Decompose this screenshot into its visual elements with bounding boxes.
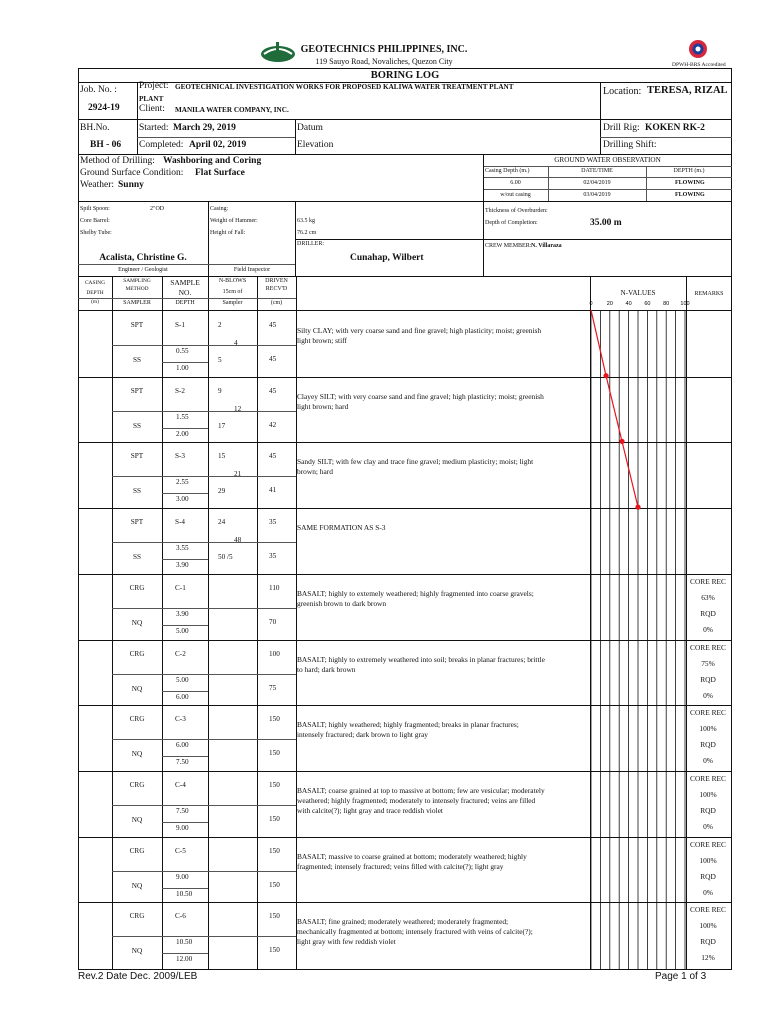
- form-title: BORING LOG: [370, 70, 440, 81]
- remark-line: 0%: [703, 756, 713, 766]
- soil-description: BASALT; highly weathered; highly fragmented; breaks in planar fractures; intensely fractured; dark brown to light gray: [297, 720, 519, 740]
- remark-line: RQD: [700, 674, 716, 684]
- soil-description: SAME FORMATION AS S-3: [297, 523, 386, 533]
- gw-date-2: 03/04/2019: [583, 192, 611, 198]
- recovery-top: 150: [269, 780, 280, 789]
- sample-depth-top: 9.00: [176, 872, 189, 881]
- blow-count-2: 12: [234, 404, 242, 413]
- remark-line: RQD: [700, 740, 716, 750]
- page-number: Page 1 of 3: [655, 971, 707, 982]
- blow-count-3: 17: [218, 421, 226, 430]
- col-unit: (m): [91, 299, 99, 305]
- col-driven: DRIVEN: [265, 278, 288, 284]
- sampling-method-bottom: NQ: [131, 750, 143, 759]
- sample-depth-top: 6.00: [176, 741, 189, 750]
- n-tick-label: 60: [644, 301, 651, 307]
- sample-no: S-3: [175, 452, 185, 461]
- company-address: 119 Sauyo Road, Novaliches, Quezon City: [315, 57, 453, 66]
- remark-line: CORE REC: [690, 839, 726, 849]
- sample-depth-top: 2.55: [176, 478, 189, 487]
- n-value-series-line: [591, 310, 638, 507]
- sampling-method-bottom: NQ: [131, 618, 143, 627]
- company-name: GEOTECHNICS PHILIPPINES, INC.: [300, 44, 468, 55]
- col-nblows: N-BLOWS: [218, 278, 247, 284]
- revision-footer: Rev.2 Date Dec. 2009/LEB: [78, 971, 198, 982]
- blow-count-2: 48: [234, 536, 242, 545]
- soil-description: BASALT; coarse grained at top to massive at bottom; few are vesicular; moderately weathered; highly fragmented; moderately to intensely fractured; veins are filled with calcite(?); light gray and trace reddish violet: [297, 785, 545, 815]
- gw-casing-1: 6.00: [510, 180, 521, 186]
- soil-description: BASALT; massive to coarse grained at bottom; moderately weathered; highly fragmented; intensely fractured; veins filled with calcite(?); light gray: [297, 851, 527, 871]
- blow-count-2: 4: [234, 339, 238, 347]
- remark-line: 75%: [701, 658, 715, 668]
- recovery-bottom: 150: [269, 749, 280, 758]
- recovery-top: 45: [269, 452, 277, 461]
- recovery-top: 35: [269, 518, 277, 527]
- engineer-name: Acalista, Christine G.: [99, 253, 187, 263]
- method-label: Method of Drilling:: [80, 156, 155, 166]
- method-value: Washboring and Coring: [163, 156, 262, 166]
- sample-no: C-1: [175, 583, 186, 592]
- sample-depth-bottom: 7.50: [176, 758, 189, 767]
- recovery-bottom: 75: [269, 683, 277, 692]
- sampling-method-top: SPT: [130, 452, 144, 461]
- datum-label: Datum: [297, 123, 323, 133]
- sample-depth-bottom: 9.00: [176, 823, 189, 832]
- col-sampler: SAMPLER: [123, 300, 151, 306]
- remark-line: CORE REC: [690, 576, 726, 586]
- elevation-label: Elevation: [297, 140, 334, 150]
- project-label: Project:: [139, 81, 169, 91]
- sample-depth-top: 3.55: [176, 544, 189, 553]
- col-no: NO.: [178, 288, 192, 297]
- col-sample: SAMPLE: [170, 278, 200, 287]
- core-barrel-label: Core Barrel:: [80, 218, 110, 224]
- completion-label: Depth of Completion:: [485, 220, 538, 226]
- remark-line: RQD: [700, 805, 716, 815]
- remark-line: 12%: [701, 953, 715, 963]
- gw-depth-2: FLOWING: [675, 192, 705, 198]
- sample-no: C-4: [175, 780, 186, 789]
- bh-value: BH - 06: [90, 140, 122, 150]
- blow-count-1: 2: [218, 321, 222, 329]
- soil-description: Sandy SILT; with few clay and trace fine gravel; medium plasticity; moist; light brown; hard: [297, 457, 534, 477]
- sample-depth-top: 5.00: [176, 675, 189, 684]
- recovery-top: 45: [269, 321, 277, 329]
- remark-line: CORE REC: [690, 708, 726, 718]
- gw-col-depth: DEPTH (m.): [673, 168, 705, 174]
- recovery-bottom: 150: [269, 880, 280, 889]
- sampling-method-bottom: NQ: [131, 947, 143, 956]
- sample-no: C-6: [175, 912, 186, 921]
- col-nvalues: N-VALUES: [620, 289, 656, 297]
- sampling-method-top: CRG: [129, 649, 145, 658]
- split-spoon-value: 2"OD: [150, 206, 165, 212]
- weather-label: Weather:: [80, 180, 115, 190]
- remark-line: RQD: [700, 608, 716, 618]
- gw-casing-2: w/out casing: [500, 192, 531, 198]
- remark-line: 0%: [703, 821, 713, 831]
- col-casing: CASING: [84, 280, 106, 286]
- blow-count-3: 50 /5: [218, 553, 233, 562]
- recovery-bottom: 35: [269, 552, 277, 561]
- col-remarks: REMARKS: [694, 291, 724, 297]
- driller-label: DRILLER:: [297, 241, 324, 247]
- n-tick-label: 0: [589, 301, 593, 307]
- gw-col-date: DATE/TIME: [581, 168, 613, 174]
- remark-line: 100%: [699, 789, 717, 799]
- sampling-method-bottom: NQ: [131, 881, 143, 890]
- recovery-bottom: 42: [269, 420, 277, 429]
- recovery-bottom: 150: [269, 814, 280, 823]
- gw-date-1: 02/04/2019: [583, 180, 611, 186]
- job-no-label: Job. No. :: [80, 85, 117, 95]
- sample-no: S-1: [175, 321, 185, 329]
- recovery-top: 45: [269, 386, 277, 395]
- remark-line: RQD: [700, 937, 716, 947]
- col-sampling: SAMPLING: [123, 278, 151, 284]
- remark-line: 0%: [703, 690, 713, 700]
- recovery-bottom: 45: [269, 355, 277, 363]
- recovery-top: 110: [269, 583, 280, 592]
- project-value-cont: PLANT: [139, 95, 164, 103]
- sample-depth-bottom: 1.00: [176, 364, 189, 372]
- location-value: TERESA, RIZAL: [647, 85, 728, 96]
- recovery-top: 150: [269, 912, 280, 921]
- sample-depth-bottom: 12.00: [176, 955, 193, 964]
- client-value: MANILA WATER COMPANY, INC.: [175, 106, 289, 114]
- fall-label: Height of Fall:: [210, 230, 246, 236]
- remark-line: 0%: [703, 887, 713, 897]
- shelby-label: Shelby Tube:: [80, 230, 112, 236]
- n-value-point: [603, 373, 608, 378]
- sample-depth-bottom: 5.00: [176, 626, 189, 635]
- sampling-method-top: CRG: [129, 780, 145, 789]
- fall-value: 76.2 cm: [297, 230, 317, 236]
- gw-col-casing: Casing Depth (m.): [485, 168, 530, 174]
- col-sample-depth: DEPTH: [175, 300, 195, 306]
- drill-rig-value: KOKEN RK-2: [645, 123, 705, 133]
- sample-depth-bottom: 10.50: [176, 889, 193, 898]
- drill-rig-label: Drill Rig:: [603, 123, 640, 133]
- split-spoon-label: Spilt Spoon:: [80, 206, 110, 212]
- sampling-method-top: SPT: [130, 321, 144, 329]
- sample-depth-top: 1.55: [176, 412, 189, 421]
- client-label: Client:: [139, 104, 165, 114]
- soil-description: BASALT; highly to extemely weathered; highly fragmented into coarse gravels; greenish brown to dark brown: [297, 588, 534, 608]
- sample-depth-bottom: 3.90: [176, 561, 189, 570]
- soil-description: Silty CLAY; with very coarse sand and fine gravel; high plasticity; moist; greenish light brown; stiff: [297, 326, 542, 345]
- project-value: GEOTECHNICAL INVESTIGATION WORKS FOR PROPOSED KALIWA WATER TREATMENT PLANT: [175, 84, 514, 91]
- weather-value: Sunny: [118, 180, 144, 190]
- crew-value: N. Villaraza: [531, 243, 562, 249]
- remark-line: CORE REC: [690, 773, 726, 783]
- started-value: March 29, 2019: [173, 123, 236, 133]
- surface-value: Flat Surface: [195, 168, 245, 178]
- sample-no: C-2: [175, 649, 186, 658]
- sampling-method-bottom: SS: [133, 421, 141, 430]
- overburden-label: Thickness of Overburden:: [485, 208, 548, 214]
- remark-line: 100%: [699, 855, 717, 865]
- blow-count-1: 24: [218, 518, 226, 527]
- col-sampler-blows: Sampler: [222, 300, 243, 306]
- sampling-method-top: SPT: [130, 518, 144, 527]
- n-value-point: [619, 439, 624, 444]
- sampling-method-top: CRG: [129, 846, 145, 855]
- sampling-method-top: SPT: [130, 386, 144, 395]
- sample-depth-bottom: 3.00: [176, 495, 189, 504]
- sampling-method-bottom: SS: [133, 553, 141, 562]
- remark-line: CORE REC: [690, 905, 726, 915]
- crew-label: CREW MEMBER:: [485, 243, 532, 249]
- completion-value: 35.00 m: [590, 218, 622, 228]
- remark-line: 100%: [699, 724, 717, 734]
- bh-label: BH.No.: [80, 123, 110, 133]
- hammer-label: Weight of Hammer:: [210, 218, 258, 224]
- started-label: Started:: [139, 123, 169, 133]
- engineer-role: Engineer / Geologist: [118, 267, 168, 273]
- soil-description: BASALT; fine grained; moderately weathered; moderately fragmented; mechanically fragmented at bottom; intensely fractured with veins of calcite(?); light gray with few reddish violet: [297, 917, 533, 947]
- col-cm: (cm): [270, 300, 283, 306]
- col-recvd: RECV'D: [265, 286, 288, 292]
- sampling-method-top: CRG: [129, 912, 145, 921]
- remark-line: 0%: [703, 624, 713, 634]
- hammer-value: 63.5 kg: [297, 218, 315, 224]
- col-15cm: 15cm of: [222, 289, 243, 295]
- sample-depth-bottom: 2.00: [176, 429, 189, 438]
- remark-line: RQD: [700, 871, 716, 881]
- sample-depth-top: 0.55: [176, 347, 189, 355]
- sampling-method-bottom: NQ: [131, 815, 143, 824]
- recovery-top: 150: [269, 846, 280, 855]
- remark-line: 100%: [699, 921, 717, 931]
- n-tick-label: 80: [663, 301, 670, 307]
- job-no-value: 2924-19: [88, 103, 120, 113]
- sample-depth-top: 10.50: [176, 938, 193, 947]
- remark-line: CORE REC: [690, 642, 726, 652]
- n-tick-label: 40: [625, 301, 632, 307]
- sample-no: S-4: [175, 518, 185, 527]
- recovery-bottom: 41: [269, 486, 277, 495]
- casing-label: Casing:: [210, 206, 229, 212]
- soil-description: BASALT; highly to extremely weathered into soil; breaks in planar fractures; brittle to hard; dark brown: [297, 654, 545, 674]
- recovery-top: 150: [269, 715, 280, 724]
- n-tick-label: 100: [680, 301, 690, 307]
- completed-value: April 02, 2019: [189, 140, 247, 150]
- sample-no: C-5: [175, 846, 186, 855]
- gw-title: GROUND WATER OBSERVATION: [554, 156, 661, 164]
- col-method: METHOD: [125, 286, 149, 292]
- recovery-bottom: 150: [269, 946, 280, 955]
- completed-label: Completed:: [139, 140, 184, 150]
- blow-count-1: 15: [218, 452, 226, 461]
- sample-depth-top: 3.90: [176, 609, 189, 618]
- n-value-point: [635, 505, 640, 510]
- driller-value: Cunahap, Wilbert: [350, 253, 424, 263]
- sample-no: C-3: [175, 715, 186, 724]
- sample-depth-bottom: 6.00: [176, 692, 189, 701]
- sample-no: S-2: [175, 386, 185, 395]
- sampling-method-top: CRG: [129, 715, 145, 724]
- surface-label: Ground Surface Condition:: [80, 168, 184, 178]
- blow-count-2: 21: [234, 470, 242, 479]
- inspector-role: Field Inspector: [233, 267, 271, 273]
- recovery-top: 100: [269, 649, 280, 658]
- gw-depth-1: FLOWING: [675, 180, 705, 186]
- sampling-method-bottom: NQ: [131, 684, 143, 693]
- drilling-shift-label: Drilling Shift:: [603, 140, 657, 150]
- col-depth: DEPTH: [86, 290, 104, 296]
- blow-count-1: 9: [218, 386, 222, 395]
- location-label: Location:: [603, 86, 642, 97]
- recovery-bottom: 70: [269, 617, 277, 626]
- sample-depth-top: 7.50: [176, 806, 189, 815]
- sampling-method-bottom: SS: [133, 356, 141, 364]
- blow-count-3: 29: [218, 487, 226, 496]
- soil-description: Clayey SILT; with very coarse sand and fine gravel; high plasticity; moist; greenish light brown; hard: [297, 391, 544, 411]
- sampling-method-bottom: SS: [133, 487, 141, 496]
- accreditation-label: DPWH-BRS Accredited: [672, 62, 726, 68]
- sampling-method-top: CRG: [129, 583, 145, 592]
- n-tick-label: 20: [606, 301, 613, 307]
- blow-count-3: 5: [218, 356, 222, 364]
- remark-line: 63%: [701, 592, 715, 602]
